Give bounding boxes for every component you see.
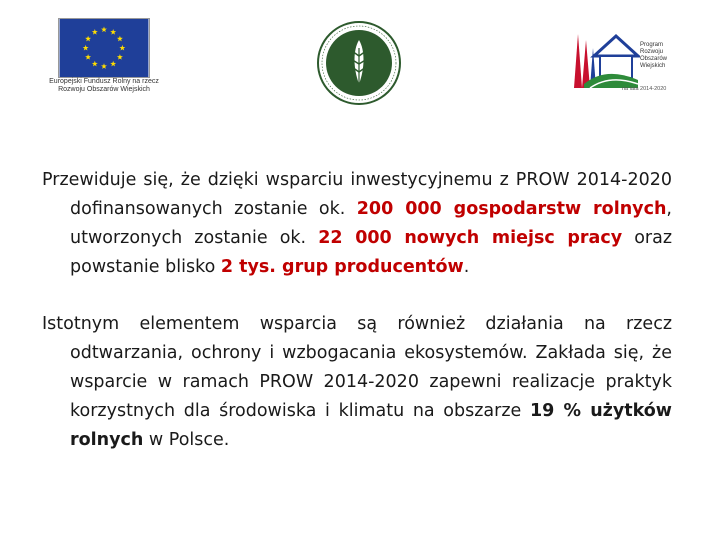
eu-caption-line1: Europejski Fundusz Rolny na rzecz — [49, 78, 159, 85]
highlight-farms: 200 000 gospodarstw rolnych — [356, 199, 667, 219]
paragraph-ecosystems — [42, 310, 672, 455]
eu-logo — [36, 18, 172, 98]
text-segment: . — [463, 257, 470, 277]
content — [42, 166, 672, 483]
text-segment: oraz powstanie blisko — [70, 228, 673, 277]
text-segment: Istotnym elementem wsparcia są również działania na rzecz odtwarzania, ochrony i wzbogacania ekosystemów. Zakłada się, że wsparcie w ramach PROW 2014-2020 zapewni realizacje praktyk korzystnych dla środowiska i klimatu na obszarze — [42, 314, 672, 421]
program-years: na lata 2014-2020 — [622, 86, 667, 92]
text-segment: , utworzonych zostanie ok. — [70, 199, 672, 248]
highlight-jobs: 22 000 nowych miejsc pracy — [318, 228, 623, 248]
program-text — [640, 42, 690, 70]
eu-caption-line2: Rozwoju Obszarów Wiejskich — [58, 86, 150, 93]
logo-bar — [0, 0, 720, 110]
text-segment: Przewiduje się, że dzięki wsparciu inwestycyjnemu z PROW 2014-2020 dofinansowanych zostanie ok. — [42, 170, 672, 219]
program-line-4: Wiejskich — [640, 63, 666, 69]
text-segment: w Polsce. — [143, 430, 230, 450]
prow-program-icon — [560, 22, 640, 92]
program-line-3: Obszarów — [640, 56, 668, 62]
wheat-seal-icon — [314, 18, 404, 108]
program-line-2: Rozwoju — [640, 49, 664, 55]
bold-agricultural-land: 19 % użytków rolnych — [70, 401, 672, 450]
eu-flag-icon — [58, 18, 150, 78]
paragraph-investment — [42, 166, 672, 282]
program-line-1: Program — [640, 42, 664, 48]
highlight-producer-groups: 2 tys. grup producentów — [220, 257, 464, 277]
eu-caption — [36, 78, 172, 94]
